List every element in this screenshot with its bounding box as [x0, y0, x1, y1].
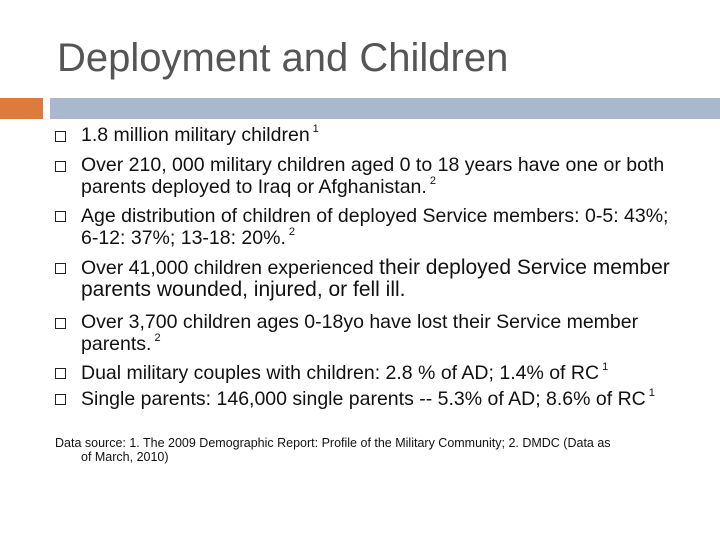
checkbox-square-icon — [55, 211, 66, 222]
checkbox-square-icon — [55, 318, 66, 329]
list-item: Over 3,700 children ages 0-18yo have lost their Service member parents. $^2$ — [81, 311, 639, 355]
source-line-2: of March, 2010) — [81, 450, 169, 464]
checkbox-square-icon — [55, 161, 66, 172]
list-item: Dual military couples with children: 2.8 % of AD; 1.4% of RC $^1$ — [81, 361, 609, 384]
list-item: Over 210, 000 military children aged 0 to 18 years have one or both parents deployed to Iraq or Afghanistan. $^2$ — [81, 154, 665, 198]
checkbox-square-icon — [55, 263, 66, 274]
data-source-note — [55, 436, 695, 464]
list-item: Over 41,000 children experienced their deployed Service member parents wounded, injured, or fell ill. — [81, 256, 670, 301]
checkbox-square-icon — [55, 394, 66, 405]
checkbox-square-icon — [55, 131, 66, 142]
source-line-1: Data source: 1. The 2009 Demographic Report: Profile of the Military Community; 2. DMDC (Data as — [55, 436, 611, 450]
list-item: 1.8 million military children $^1$ — [81, 123, 319, 146]
slide-title: Deployment and Children — [57, 36, 509, 80]
list-item: Age distribution of children of deployed Service members: 0-5: 43%; 6-12: 37%; 13-18: 20%. $^2$ — [81, 205, 669, 249]
list-item: Single parents: 146,000 single parents -- 5.3% of AD; 8.6% of RC $^1$ — [81, 387, 655, 410]
checkbox-square-icon — [55, 368, 66, 379]
